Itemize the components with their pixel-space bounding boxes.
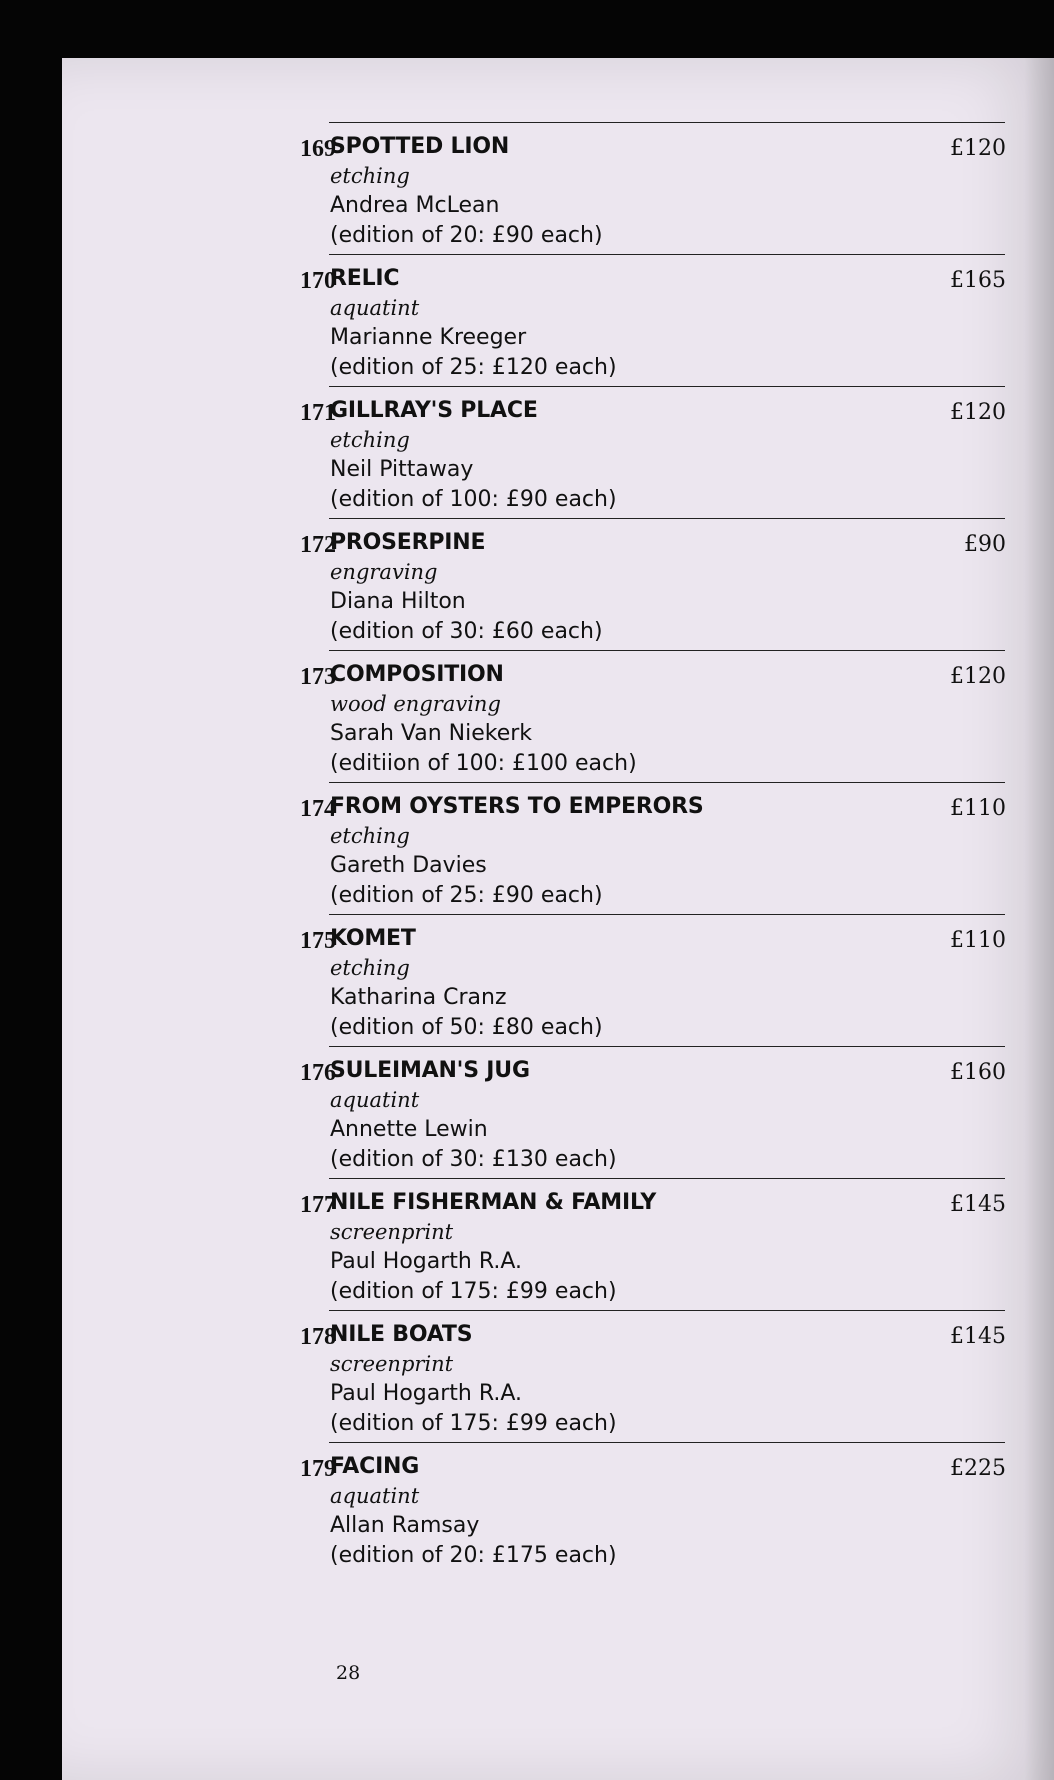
entry-medium: etching bbox=[330, 427, 410, 452]
entry-price: £110 bbox=[950, 928, 1006, 953]
entry-medium: engraving bbox=[330, 559, 438, 584]
entry-price: £145 bbox=[950, 1192, 1006, 1217]
catalogue-page bbox=[62, 58, 1054, 1780]
catalogue-entry-175 bbox=[62, 914, 1054, 1045]
catalogue-entry-169 bbox=[62, 122, 1054, 253]
entry-artist: Annette Lewin bbox=[330, 1117, 488, 1142]
entry-title: SULEIMAN'S JUG bbox=[330, 1058, 530, 1083]
entry-price: £120 bbox=[950, 664, 1006, 689]
divider-rule bbox=[329, 1442, 1005, 1443]
entry-medium: etching bbox=[330, 823, 410, 848]
entry-title: FROM OYSTERS TO EMPERORS bbox=[330, 794, 704, 819]
entry-number: 177 bbox=[300, 1192, 336, 1218]
entry-title: PROSERPINE bbox=[330, 530, 486, 555]
entry-edition: (edition of 25: £90 each) bbox=[330, 882, 603, 908]
entry-edition: (edition of 50: £80 each) bbox=[330, 1014, 603, 1040]
entry-number: 174 bbox=[300, 796, 336, 822]
divider-rule bbox=[329, 122, 1005, 123]
entry-medium: aquatint bbox=[330, 1087, 420, 1112]
entry-edition: (edition of 20: £90 each) bbox=[330, 222, 603, 248]
entry-price: £120 bbox=[950, 136, 1006, 161]
entry-number: 178 bbox=[300, 1324, 336, 1350]
entry-edition: (edition of 100: £90 each) bbox=[330, 486, 617, 512]
entry-medium: screenprint bbox=[330, 1219, 454, 1244]
entry-edition: (edition of 175: £99 each) bbox=[330, 1278, 617, 1304]
entry-artist: Gareth Davies bbox=[330, 853, 487, 878]
entry-artist: Sarah Van Niekerk bbox=[330, 721, 533, 746]
entry-title: NILE FISHERMAN & FAMILY bbox=[330, 1190, 657, 1215]
divider-rule bbox=[329, 254, 1005, 255]
entry-title: FACING bbox=[330, 1454, 420, 1479]
entry-medium: wood engraving bbox=[330, 691, 501, 716]
entry-price: £110 bbox=[950, 796, 1006, 821]
entry-edition: (edition of 20: £175 each) bbox=[330, 1542, 617, 1568]
catalogue-entry-170 bbox=[62, 254, 1054, 385]
entry-medium: aquatint bbox=[330, 1483, 420, 1508]
entry-title: GILLRAY'S PLACE bbox=[330, 398, 538, 423]
entry-medium: screenprint bbox=[330, 1351, 454, 1376]
divider-rule bbox=[329, 518, 1005, 519]
entry-number: 176 bbox=[300, 1060, 336, 1086]
entry-number: 171 bbox=[300, 400, 336, 426]
entry-artist: Katharina Cranz bbox=[330, 985, 507, 1010]
entry-price: £160 bbox=[950, 1060, 1006, 1085]
entry-artist: Andrea McLean bbox=[330, 193, 500, 218]
entry-title: COMPOSITION bbox=[330, 662, 504, 687]
divider-rule bbox=[329, 1178, 1005, 1179]
entry-number: 170 bbox=[300, 268, 336, 294]
entry-number: 179 bbox=[300, 1456, 336, 1482]
entry-number: 169 bbox=[300, 136, 336, 162]
entry-number: 173 bbox=[300, 664, 336, 690]
divider-rule bbox=[329, 914, 1005, 915]
entry-artist: Paul Hogarth R.A. bbox=[330, 1249, 523, 1274]
entry-edition: (editiion of 100: £100 each) bbox=[330, 750, 637, 776]
entry-medium: aquatint bbox=[330, 295, 420, 320]
entry-edition: (edition of 25: £120 each) bbox=[330, 354, 617, 380]
entry-number: 172 bbox=[300, 532, 336, 558]
entry-artist: Marianne Kreeger bbox=[330, 325, 527, 350]
divider-rule bbox=[329, 650, 1005, 651]
entry-title: KOMET bbox=[330, 926, 416, 951]
entry-price: £120 bbox=[950, 400, 1006, 425]
entry-artist: Neil Pittaway bbox=[330, 457, 474, 482]
entry-price: £145 bbox=[950, 1324, 1006, 1349]
entry-artist: Paul Hogarth R.A. bbox=[330, 1381, 523, 1406]
entry-price: £90 bbox=[964, 532, 1006, 557]
entry-edition: (edition of 30: £60 each) bbox=[330, 618, 603, 644]
page-number: 28 bbox=[336, 1662, 361, 1684]
entry-number: 175 bbox=[300, 928, 336, 954]
divider-rule bbox=[329, 782, 1005, 783]
divider-rule bbox=[329, 1046, 1005, 1047]
entry-title: NILE BOATS bbox=[330, 1322, 473, 1347]
catalogue-entry-177 bbox=[62, 1178, 1054, 1309]
catalogue-entry-171 bbox=[62, 386, 1054, 517]
entry-artist: Diana Hilton bbox=[330, 589, 466, 614]
divider-rule bbox=[329, 386, 1005, 387]
catalogue-entry-179 bbox=[62, 1442, 1054, 1573]
entry-edition: (edition of 175: £99 each) bbox=[330, 1410, 617, 1436]
catalogue-entry-176 bbox=[62, 1046, 1054, 1177]
entry-edition: (edition of 30: £130 each) bbox=[330, 1146, 617, 1172]
entry-artist: Allan Ramsay bbox=[330, 1513, 480, 1538]
entry-price: £165 bbox=[950, 268, 1006, 293]
catalogue-entry-173 bbox=[62, 650, 1054, 781]
catalogue-entry-172 bbox=[62, 518, 1054, 649]
entry-title: SPOTTED LION bbox=[330, 134, 510, 159]
divider-rule bbox=[329, 1310, 1005, 1311]
entry-title: RELIC bbox=[330, 266, 400, 291]
entry-medium: etching bbox=[330, 163, 410, 188]
catalogue-entry-174 bbox=[62, 782, 1054, 913]
entry-medium: etching bbox=[330, 955, 410, 980]
entry-price: £225 bbox=[950, 1456, 1006, 1481]
catalogue-entry-178 bbox=[62, 1310, 1054, 1441]
